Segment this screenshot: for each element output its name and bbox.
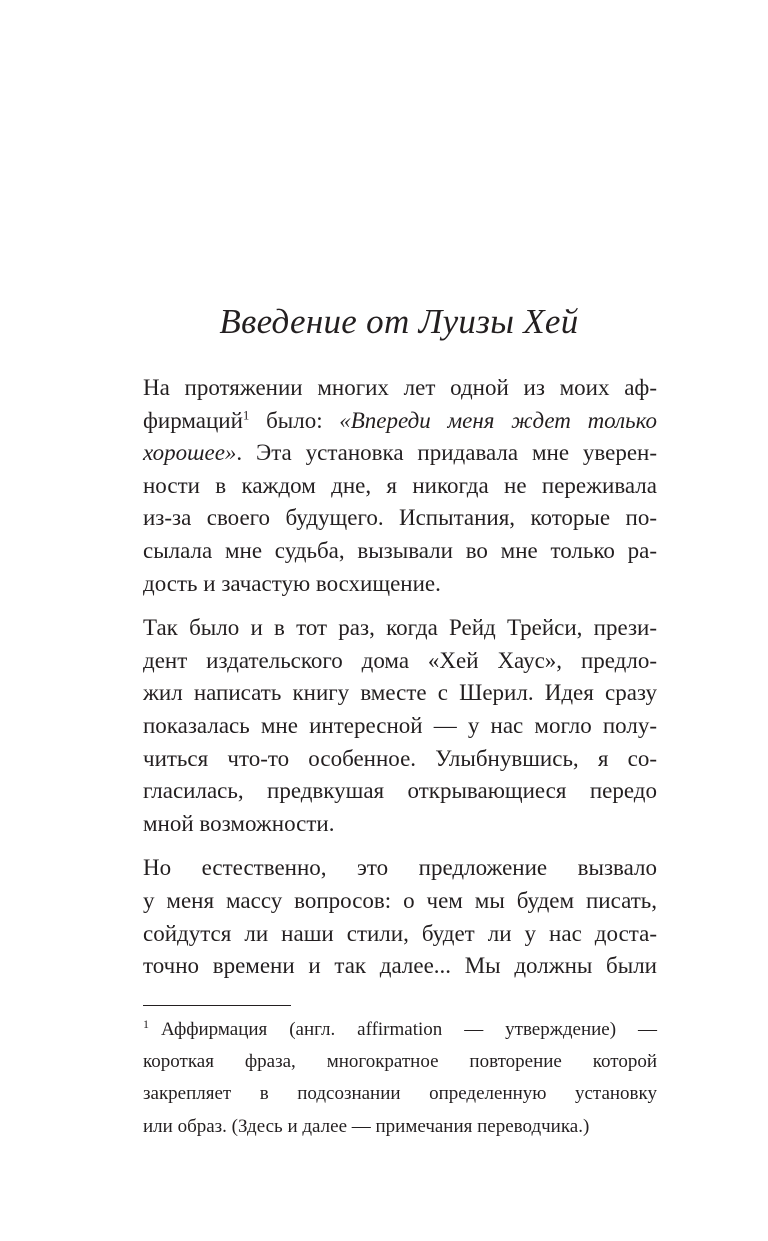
text-segment: гласилась, предвкушая открывающиеся передо bbox=[143, 778, 657, 804]
text-line bbox=[143, 612, 657, 645]
text-segment: фирмаций bbox=[143, 407, 243, 433]
footnote-text: короткая фраза, многократное повторение которой bbox=[143, 1051, 657, 1073]
text-line bbox=[143, 743, 657, 776]
text-segment: у меня массу вопросов: о чем мы будем писать, bbox=[143, 887, 657, 913]
footnote bbox=[143, 1014, 657, 1143]
text-line bbox=[143, 645, 657, 678]
text-segment: На протяжении многих лет одной из моих аф- bbox=[143, 375, 657, 400]
paragraph bbox=[143, 852, 657, 982]
paragraph bbox=[143, 612, 657, 840]
text-segment: читься что-то особенное. Улыбнувшись, я со- bbox=[143, 745, 657, 771]
text-line bbox=[143, 918, 657, 951]
text-line bbox=[143, 885, 657, 918]
footnote-line bbox=[143, 1078, 657, 1110]
text-segment: дость и зачастую восхищение. bbox=[143, 570, 441, 596]
text-line bbox=[143, 775, 657, 808]
text-line bbox=[143, 568, 657, 601]
text-segment: сылала мне судьба, вызывали во мне только ра- bbox=[143, 537, 657, 563]
text-segment: дент издательского дома «Хей Хаус», предло- bbox=[143, 647, 657, 673]
text-segment: Так было и в тот раз, когда Рейд Трейси, прези- bbox=[143, 615, 657, 641]
footnote-line bbox=[143, 1014, 657, 1046]
text-segment: было: bbox=[249, 407, 340, 433]
text-segment: показалась мне интересной — у нас могло полу- bbox=[143, 712, 657, 738]
footnote-line bbox=[143, 1111, 657, 1143]
footnote-text: Аффирмация (англ. affirmation — утверждение) — bbox=[161, 1019, 657, 1040]
text-segment: Но естественно, это предложение вызвало bbox=[143, 855, 657, 881]
italic-quote: хорошее» bbox=[143, 440, 237, 466]
text-segment: точно времени и так далее... Мы должны были bbox=[143, 953, 657, 979]
text-segment: из-за своего будущего. Испытания, которые по- bbox=[143, 505, 657, 531]
text-segment: . Эта установка придавала мне уверен- bbox=[236, 440, 657, 466]
text-line bbox=[143, 437, 657, 470]
text-line bbox=[143, 852, 657, 885]
text-line bbox=[143, 405, 657, 438]
footnote-text: или образ. (Здесь и далее — примечания переводчика.) bbox=[143, 1115, 590, 1137]
footnote-line bbox=[143, 1046, 657, 1078]
text-line bbox=[143, 502, 657, 535]
text-segment: жил написать книгу вместе с Шерил. Идея сразу bbox=[143, 680, 657, 706]
footnote-marker: 1 bbox=[143, 1016, 149, 1031]
italic-quote: «Впереди меня ждет только bbox=[339, 407, 657, 433]
paragraph bbox=[143, 372, 657, 600]
chapter-title: Введение от Луизы Хей bbox=[219, 302, 579, 341]
text-segment: ности в каждом дне, я никогда не переживала bbox=[143, 472, 657, 498]
footnote-divider bbox=[143, 1005, 291, 1006]
footnote-text: закрепляет в подсознании определенную установку bbox=[143, 1083, 657, 1105]
text-line bbox=[143, 470, 657, 503]
text-line bbox=[143, 535, 657, 568]
text-line bbox=[143, 950, 657, 983]
text-segment: мной возможности. bbox=[143, 810, 335, 836]
footnote-reference: 1 bbox=[242, 406, 250, 422]
text-line bbox=[143, 372, 657, 405]
text-line bbox=[143, 677, 657, 710]
text-line bbox=[143, 808, 657, 841]
text-line bbox=[143, 710, 657, 743]
body-text bbox=[143, 372, 657, 995]
text-segment: сойдутся ли наши стили, будет ли у нас доста- bbox=[143, 920, 657, 946]
